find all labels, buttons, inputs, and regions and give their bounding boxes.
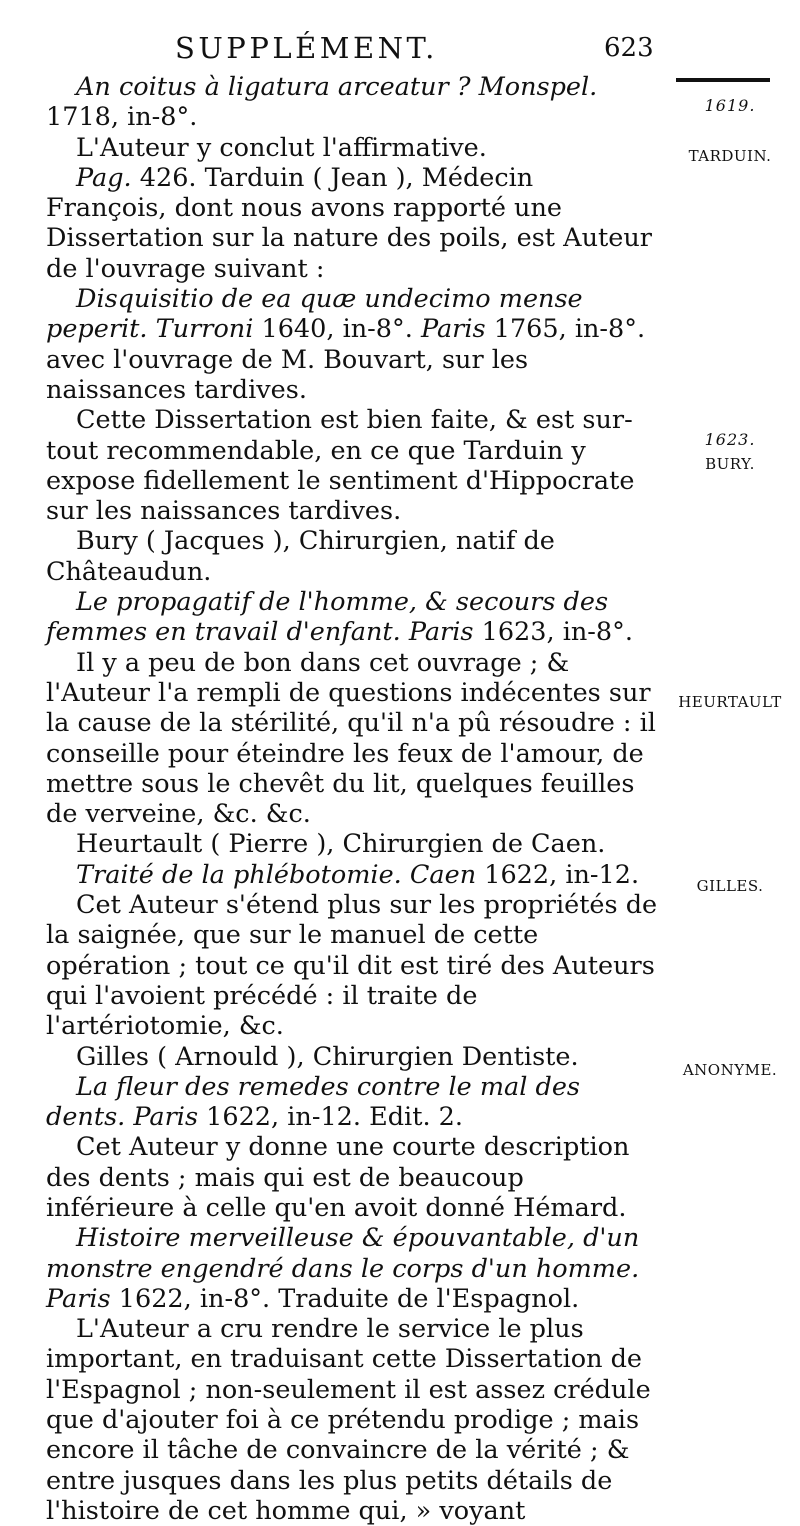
paragraph: Histoire merveilleuse & épouvantable, d'un monstre engendré dans le corps d'un homme. Paris 1622, in-8°. Traduite de l'Espagnol. xyxy=(46,1223,640,1314)
paragraph: Cette Dissertation est bien faite, & est sur-tout recommendable, en ce que Tarduin y expose fidellement le sentiment d'Hippocrate sur les naissances tardives. xyxy=(46,405,635,527)
paragraph: L'Auteur a cru rendre le service le plus important, en traduisant cette Dissertation de l'Espagnol ; non-seulement il est assez crédule que d'ajouter foi à ce prétendu prodige ; mais encore il tâche de convaincre de la vérité ; & entre jusques dans les plus petits détails de l'histoire de cet homme qui, » voyant xyxy=(46,1314,651,1526)
paragraph: La fleur des remedes contre le mal des dents. Paris 1622, in-12. Edit. 2. xyxy=(46,1071,581,1133)
paragraph: Il y a peu de bon dans cet ouvrage ; & l'Auteur l'a rempli de questions indécentes sur la cause de la stérilité, qu'il n'a pû résoudre : il conseille pour éteindre les feux de l'amour, de mettre sous le chevêt du lit, quelques feuilles de verveine, &c. &c. xyxy=(46,647,656,830)
page-header xyxy=(0,26,800,70)
paragraph: Cet Auteur s'étend plus sur les propriétés de la saignée, que sur le manuel de cette opération ; tout ce qu'il dit est tiré des Auteurs qui l'avoient précédé : il traite de l'artériotomie, &c. xyxy=(46,890,658,1042)
margin-note-tarduin: TARDUIN. xyxy=(688,147,772,165)
paragraph: L'Auteur y conclut l'affirmative. xyxy=(76,132,487,163)
paragraph: Pag. 426. Tarduin ( Jean ), Médecin François, dont nous avons rapporté une Dissertation sur la nature des poils, est Auteur de l'ouvrage suivant : xyxy=(46,162,652,284)
margin-note-anonyme: ANONYME. xyxy=(682,1061,778,1079)
paragraph: Gilles ( Arnould ), Chirurgien Dentiste. xyxy=(76,1041,579,1072)
margin-rule xyxy=(676,78,770,82)
paragraph: An coitus à ligatura arceatur ? Monspel. 1718, in-8°. xyxy=(46,72,598,133)
margin-note-heurtault: HEURTAULT xyxy=(678,693,782,711)
paragraph: Cet Auteur y donne une courte description des dents ; mais qui est de beaucoup inférieure à celle qu'en avoit donné Hémard. xyxy=(46,1132,630,1223)
page-number: 623 xyxy=(604,33,654,63)
margin-note-bury: BURY. xyxy=(705,455,755,473)
body-text xyxy=(46,72,658,1526)
paragraph: Traité de la phlébotomie. Caen 1622, in-12. xyxy=(76,859,640,890)
margin-note-1619: 1619. xyxy=(704,96,756,115)
running-head: SUPPLÉMENT. xyxy=(175,31,438,65)
paragraph: Disquisitio de ea quæ undecimo mense peperit. Turroni 1640, in-8°. Paris 1765, in-8°. avec l'ouvrage de M. Bouvart, sur les naissances tardives. xyxy=(46,284,646,405)
paragraph: Le propagatif de l'homme, & secours des femmes en travail d'enfant. Paris 1623, in-8°. xyxy=(46,587,633,648)
margin-note-1623: 1623. xyxy=(704,430,756,449)
paragraph: Bury ( Jacques ), Chirurgien, natif de Châteaudun. xyxy=(46,526,555,587)
paragraph: Heurtault ( Pierre ), Chirurgien de Caen. xyxy=(76,829,606,860)
margin-note-gilles: GILLES. xyxy=(696,877,764,895)
